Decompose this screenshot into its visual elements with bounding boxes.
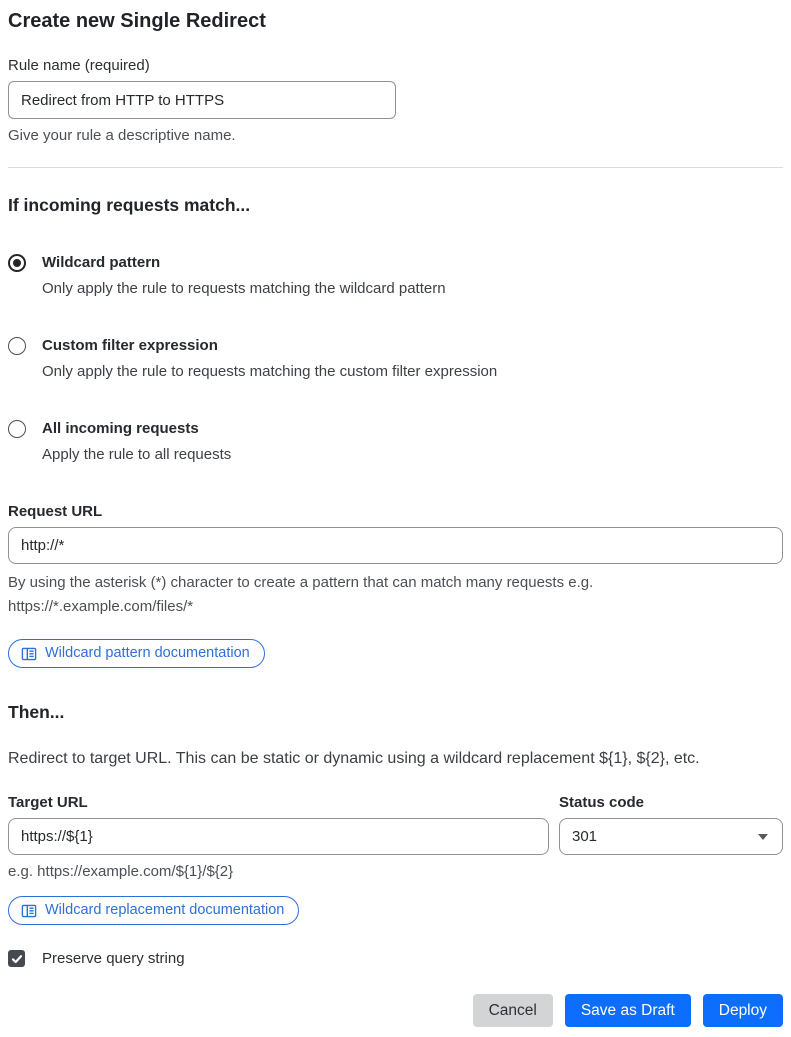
- request-url-helper-line1: By using the asterisk (*) character to create a pattern that can match many requests e.g.: [8, 574, 594, 591]
- radio-option-all-requests[interactable]: [8, 419, 783, 465]
- radio-description: Only apply the rule to requests matching the wildcard pattern: [42, 280, 446, 297]
- preserve-query-label: Preserve query string: [42, 950, 185, 967]
- doc-button-label: Wildcard pattern documentation: [45, 645, 250, 661]
- radio-description: Apply the rule to all requests: [42, 446, 232, 463]
- target-url-field: [8, 793, 549, 882]
- section-divider: [8, 167, 783, 168]
- status-code-select[interactable]: [559, 818, 783, 855]
- chevron-down-icon: [758, 834, 768, 840]
- status-code-value: 301: [572, 828, 598, 845]
- status-code-label: Status code: [559, 794, 645, 811]
- match-section-heading: If incoming requests match...: [8, 195, 251, 215]
- request-url-helper-line2: https://*.example.com/files/*: [8, 598, 194, 615]
- doc-button-label: Wildcard replacement documentation: [45, 902, 285, 918]
- target-status-row: [8, 793, 783, 882]
- radio-label: Custom filter expression: [42, 337, 218, 354]
- save-as-draft-button[interactable]: Save as Draft: [565, 994, 691, 1027]
- wildcard-pattern-doc-button[interactable]: [8, 639, 265, 668]
- rule-name-helper: Give your rule a descriptive name.: [8, 127, 236, 144]
- checkbox-checked-icon[interactable]: [8, 950, 25, 967]
- page-title: Create new Single Redirect: [8, 10, 266, 32]
- deploy-button[interactable]: Deploy: [703, 994, 783, 1027]
- rule-name-input[interactable]: [8, 81, 396, 119]
- target-url-input[interactable]: [8, 818, 549, 855]
- rule-name-label: Rule name (required): [8, 57, 150, 74]
- target-url-label: Target URL: [8, 794, 88, 811]
- then-description: Redirect to target URL. This can be static or dynamic using a wildcard replacement ${1}, ${2}, etc.: [8, 750, 700, 767]
- radio-selected-icon[interactable]: [8, 254, 26, 272]
- status-code-field: [559, 793, 783, 882]
- request-url-helper: [8, 571, 783, 619]
- radio-option-wildcard-pattern[interactable]: [8, 253, 783, 299]
- wildcard-replacement-doc-button[interactable]: [8, 896, 299, 925]
- radio-unselected-icon[interactable]: [8, 420, 26, 438]
- preserve-query-checkbox-row[interactable]: [8, 950, 783, 967]
- radio-option-custom-filter[interactable]: [8, 336, 783, 382]
- target-url-helper: e.g. https://example.com/${1}/${2}: [8, 863, 234, 880]
- request-url-input[interactable]: [8, 527, 783, 564]
- book-icon: [21, 903, 37, 919]
- request-url-label: Request URL: [8, 503, 103, 520]
- cancel-button[interactable]: Cancel: [473, 994, 553, 1027]
- then-section-heading: Then...: [8, 702, 65, 722]
- radio-description: Only apply the rule to requests matching the custom filter expression: [42, 363, 498, 380]
- radio-label: Wildcard pattern: [42, 254, 161, 271]
- radio-label: All incoming requests: [42, 420, 199, 437]
- match-radio-group: [8, 253, 783, 465]
- form-actions: [8, 994, 783, 1027]
- book-icon: [21, 646, 37, 662]
- radio-unselected-icon[interactable]: [8, 337, 26, 355]
